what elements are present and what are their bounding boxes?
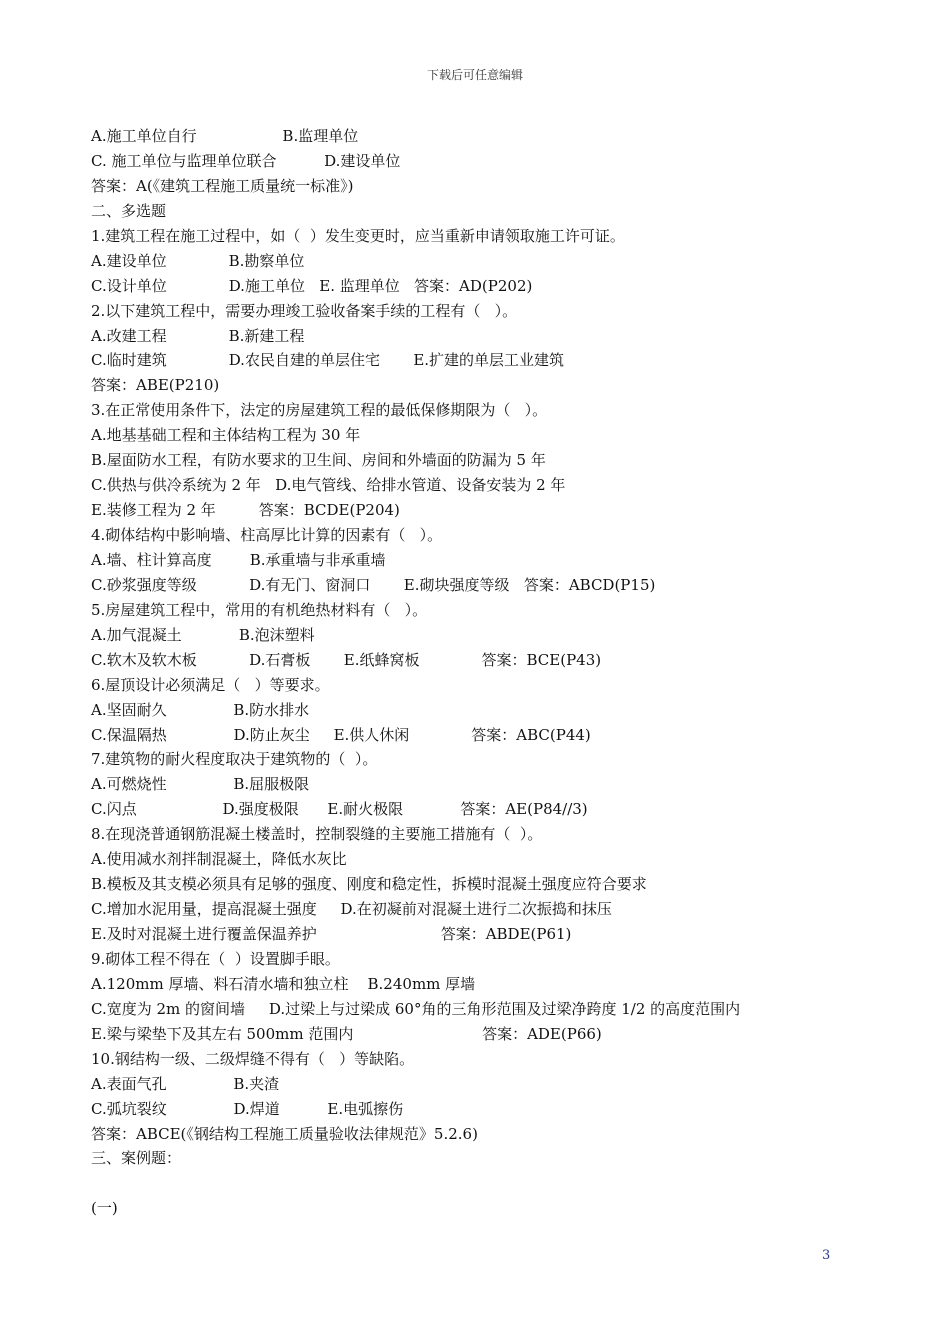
text-line: C.弧坑裂纹 D.焊道 E.电弧擦伤 — [91, 1099, 404, 1118]
text-line: C.闪点 D.强度极限 E.耐火极限 答案：AE(P84//3) — [91, 800, 588, 819]
text-line: A.施工单位自行 B.监理单位 — [91, 127, 359, 145]
text-line: B.屋面防水工程，有防水要求的卫生间、房间和外墙面的防漏为 5 年 — [91, 451, 546, 470]
document-body — [91, 124, 891, 1221]
text-line: 答案：ABE(P210) — [91, 376, 220, 395]
text-line: E.装修工程为 2 年 答案：BCDE(P204) — [91, 501, 400, 520]
text-line: E.梁与梁垫下及其左右 500mm 范围内 答案：ADE(P66) — [91, 1024, 602, 1043]
text-line: 4.砌体结构中影响墙、柱高厚比计算的因素有（ ）。 — [91, 526, 443, 544]
text-line: 1.建筑工程在施工过程中，如（ ）发生变更时，应当重新申请领取施工许可证。 — [91, 226, 625, 245]
text-line: 8.在现浇普通钢筋混凝土楼盖时，控制裂缝的主要施工措施有（ ）。 — [91, 825, 543, 844]
text-line: A.建设单位 B.勘察单位 — [91, 251, 305, 270]
text-line: C.砂浆强度等级 D.有无门、窗洞口 E.砌块强度等级 答案：ABCD(P15) — [91, 575, 656, 594]
text-line: 6.屋顶设计必须满足（ ）等要求。 — [91, 675, 330, 694]
text-line: A.改建工程 B.新建工程 — [91, 326, 305, 345]
text-line: E.及时对混凝土进行覆盖保温养护 答案：ABDE(P61) — [91, 925, 572, 943]
text-line: A.地基基础工程和主体结构工程为 30 年 — [91, 426, 361, 445]
text-line: 3.在正常使用条件下，法定的房屋建筑工程的最低保修期限为（ ）。 — [91, 401, 548, 420]
text-line: C.保温隔热 D.防止灰尘 E.供人休闲 答案：ABC(P44) — [91, 725, 591, 744]
text-line: B.模板及其支模必须具有足够的强度、刚度和稳定性，拆模时混凝土强度应符合要求 — [91, 875, 647, 894]
text-line: 5.房屋建筑工程中，常用的有机绝热材料有（ ）。 — [91, 600, 428, 619]
text-line: 2.以下建筑工程中，需要办理竣工验收备案手续的工程有（ ）。 — [91, 301, 518, 320]
text-line: A.坚固耐久 B.防水排水 — [91, 700, 310, 719]
page-number: 3 — [822, 1248, 831, 1263]
text-line: C.临时建筑 D.农民自建的单层住宅 E.扩建的单层工业建筑 — [91, 351, 565, 370]
text-line: A.墙、柱计算高度 B.承重墙与非承重墙 — [91, 550, 386, 569]
text-line: A.使用减水剂拌制混凝土，降低水灰比 — [91, 850, 347, 869]
text-line: C. 施工单位与监理单位联合 D.建设单位 — [91, 151, 401, 170]
text-line: 7.建筑物的耐火程度取决于建筑物的（ ）。 — [91, 750, 378, 769]
text-line: 答案：ABCE(《钢结构工程施工质量验收法律规范》5.2.6) — [91, 1124, 478, 1143]
text-line: A.可燃烧性 B.屈服极限 — [91, 775, 310, 794]
text-line: 二、多选题 — [91, 201, 167, 220]
text-line: 10.钢结构一级、二级焊缝不得有（ ）等缺陷。 — [91, 1049, 415, 1068]
text-line: C.宽度为 2m 的窗间墙 D.过梁上与过梁成 60°角的三角形范围及过梁净跨度 1/2 的高度范围内 — [91, 999, 741, 1018]
text-line: C.设计单位 D.施工单位 E. 监理单位 答案：AD(P202) — [91, 276, 533, 295]
text-line: A.120mm 厚墙、料石清水墙和独立柱 B.240mm 厚墙 — [91, 974, 476, 993]
text-line: C.增加水泥用量，提高混凝土强度 D.在初凝前对混凝土进行二次振捣和抹压 — [91, 900, 612, 919]
text-line: (一) — [91, 1199, 118, 1218]
text-line: 答案：A(《建筑工程施工质量统一标准》) — [91, 176, 354, 195]
text-line: C.供热与供冷系统为 2 年 D.电气管线、给排水管道、设备安装为 2 年 — [91, 476, 566, 495]
text-line: A.表面气孔 B.夹渣 — [91, 1074, 280, 1093]
text-line: 9.砌体工程不得在（ ）设置脚手眼。 — [91, 949, 340, 968]
text-line: C.软木及软木板 D.石膏板 E.纸蜂窝板 答案：BCE(P43) — [91, 650, 602, 669]
page-header: 下载后可任意编辑 — [426, 68, 523, 82]
text-line: A.加气混凝土 B.泡沫塑料 — [91, 625, 315, 644]
text-line: 三、案例题： — [91, 1149, 182, 1168]
